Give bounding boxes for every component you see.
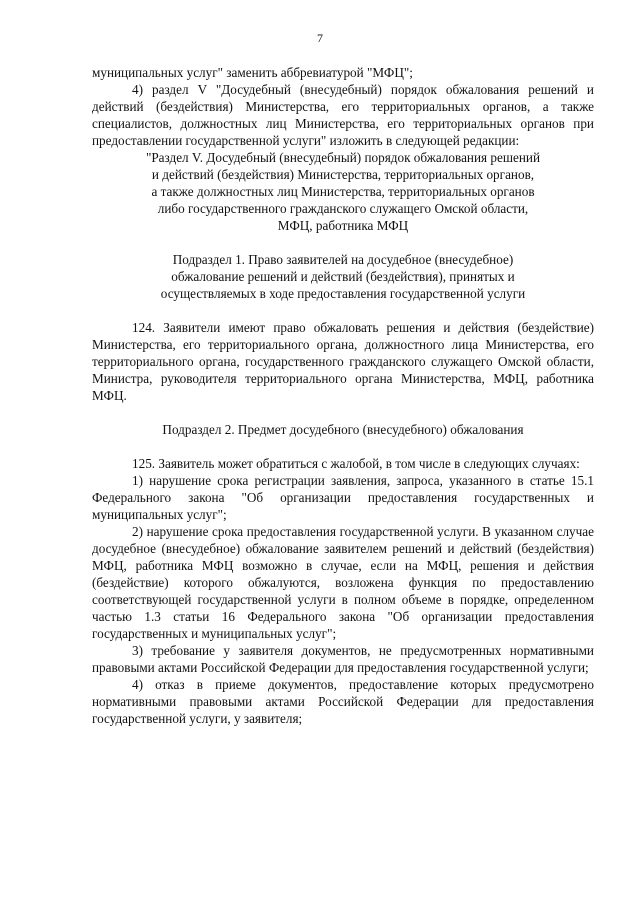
subsection-1-title-line-3: осуществляемых в ходе предоставления государственной услуги	[160, 286, 526, 301]
list-item-1: 1) нарушение срока регистрации заявления, запроса, указанного в статье 15.1 Федерального закона "Об организации предоставления государственных и муниципальных услуг";	[92, 473, 594, 522]
section-title-line-4: либо государственного гражданского служащего Омской области,	[157, 201, 529, 216]
list-item-2: 2) нарушение срока предоставления государственной услуги. В указанном случае досудебное (внесудебное) обжалование заявителем решений и действий (бездействия) МФЦ, работника МФЦ возможно в случае, если на МФЦ, решения и действия (бездействие) которого обжалуются, возложена функция по предоставлению соответствующей государственной услуги в полном объеме в порядке, определенном частью 1.3 статьи 16 Федерального закона "Об организации предоставления государственных и муниципальных услуг";	[92, 524, 594, 641]
list-item-3: 3) требование у заявителя документов, не предусмотренных нормативными правовыми актами Российской Федерации для предоставления государственной услуги;	[92, 643, 594, 675]
subsection-2-title: Подраздел 2. Предмет досудебного (внесудебного) обжалования	[162, 422, 524, 437]
subsection-1-title-line-1: Подраздел 1. Право заявителей на досудебное (внесудебное)	[172, 252, 514, 267]
document-body	[92, 64, 594, 727]
subsection-1-title-line-2: обжалование решений и действий (бездействия), принятых и	[171, 269, 515, 284]
paragraph-124: 124. Заявители имеют право обжаловать решения и действия (бездействие) Министерства, его территориального органа, должностного лица Министерства, его территориального органа, государственного гражданского служащего Омской области, Министра, руководителя территориального органа Министерства, МФЦ, работника МФЦ.	[92, 320, 594, 403]
paragraph-125: 125. Заявитель может обратиться с жалобой, в том числе в следующих случаях:	[132, 456, 580, 471]
page-number: 7	[317, 31, 323, 45]
list-item-4: 4) отказ в приеме документов, предоставление которых предусмотрено нормативными правовыми актами Российской Федерации для предоставления государственной услуги, у заявителя;	[92, 677, 594, 726]
paragraph-continuation: муниципальных услуг" заменить аббревиатурой "МФЦ";	[92, 65, 413, 80]
section-title-line-3: а также должностных лиц Министерства, территориальных органов	[151, 184, 535, 199]
paragraph-item-4: 4) раздел V "Досудебный (внесудебный) порядок обжалования решений и действий (бездействия) Министерства, его территориальных органов, а также специалистов, должностных лиц Министерства, его территориальных органов при предоставлении государственной услуги" изложить в следующей редакции:	[92, 82, 594, 148]
section-title-line-5: МФЦ, работника МФЦ	[277, 218, 409, 233]
section-title-line-2: и действий (бездействия) Министерства, территориальных органов,	[151, 167, 535, 182]
section-title-line-1: "Раздел V. Досудебный (внесудебный) порядок обжалования решений	[145, 150, 541, 165]
